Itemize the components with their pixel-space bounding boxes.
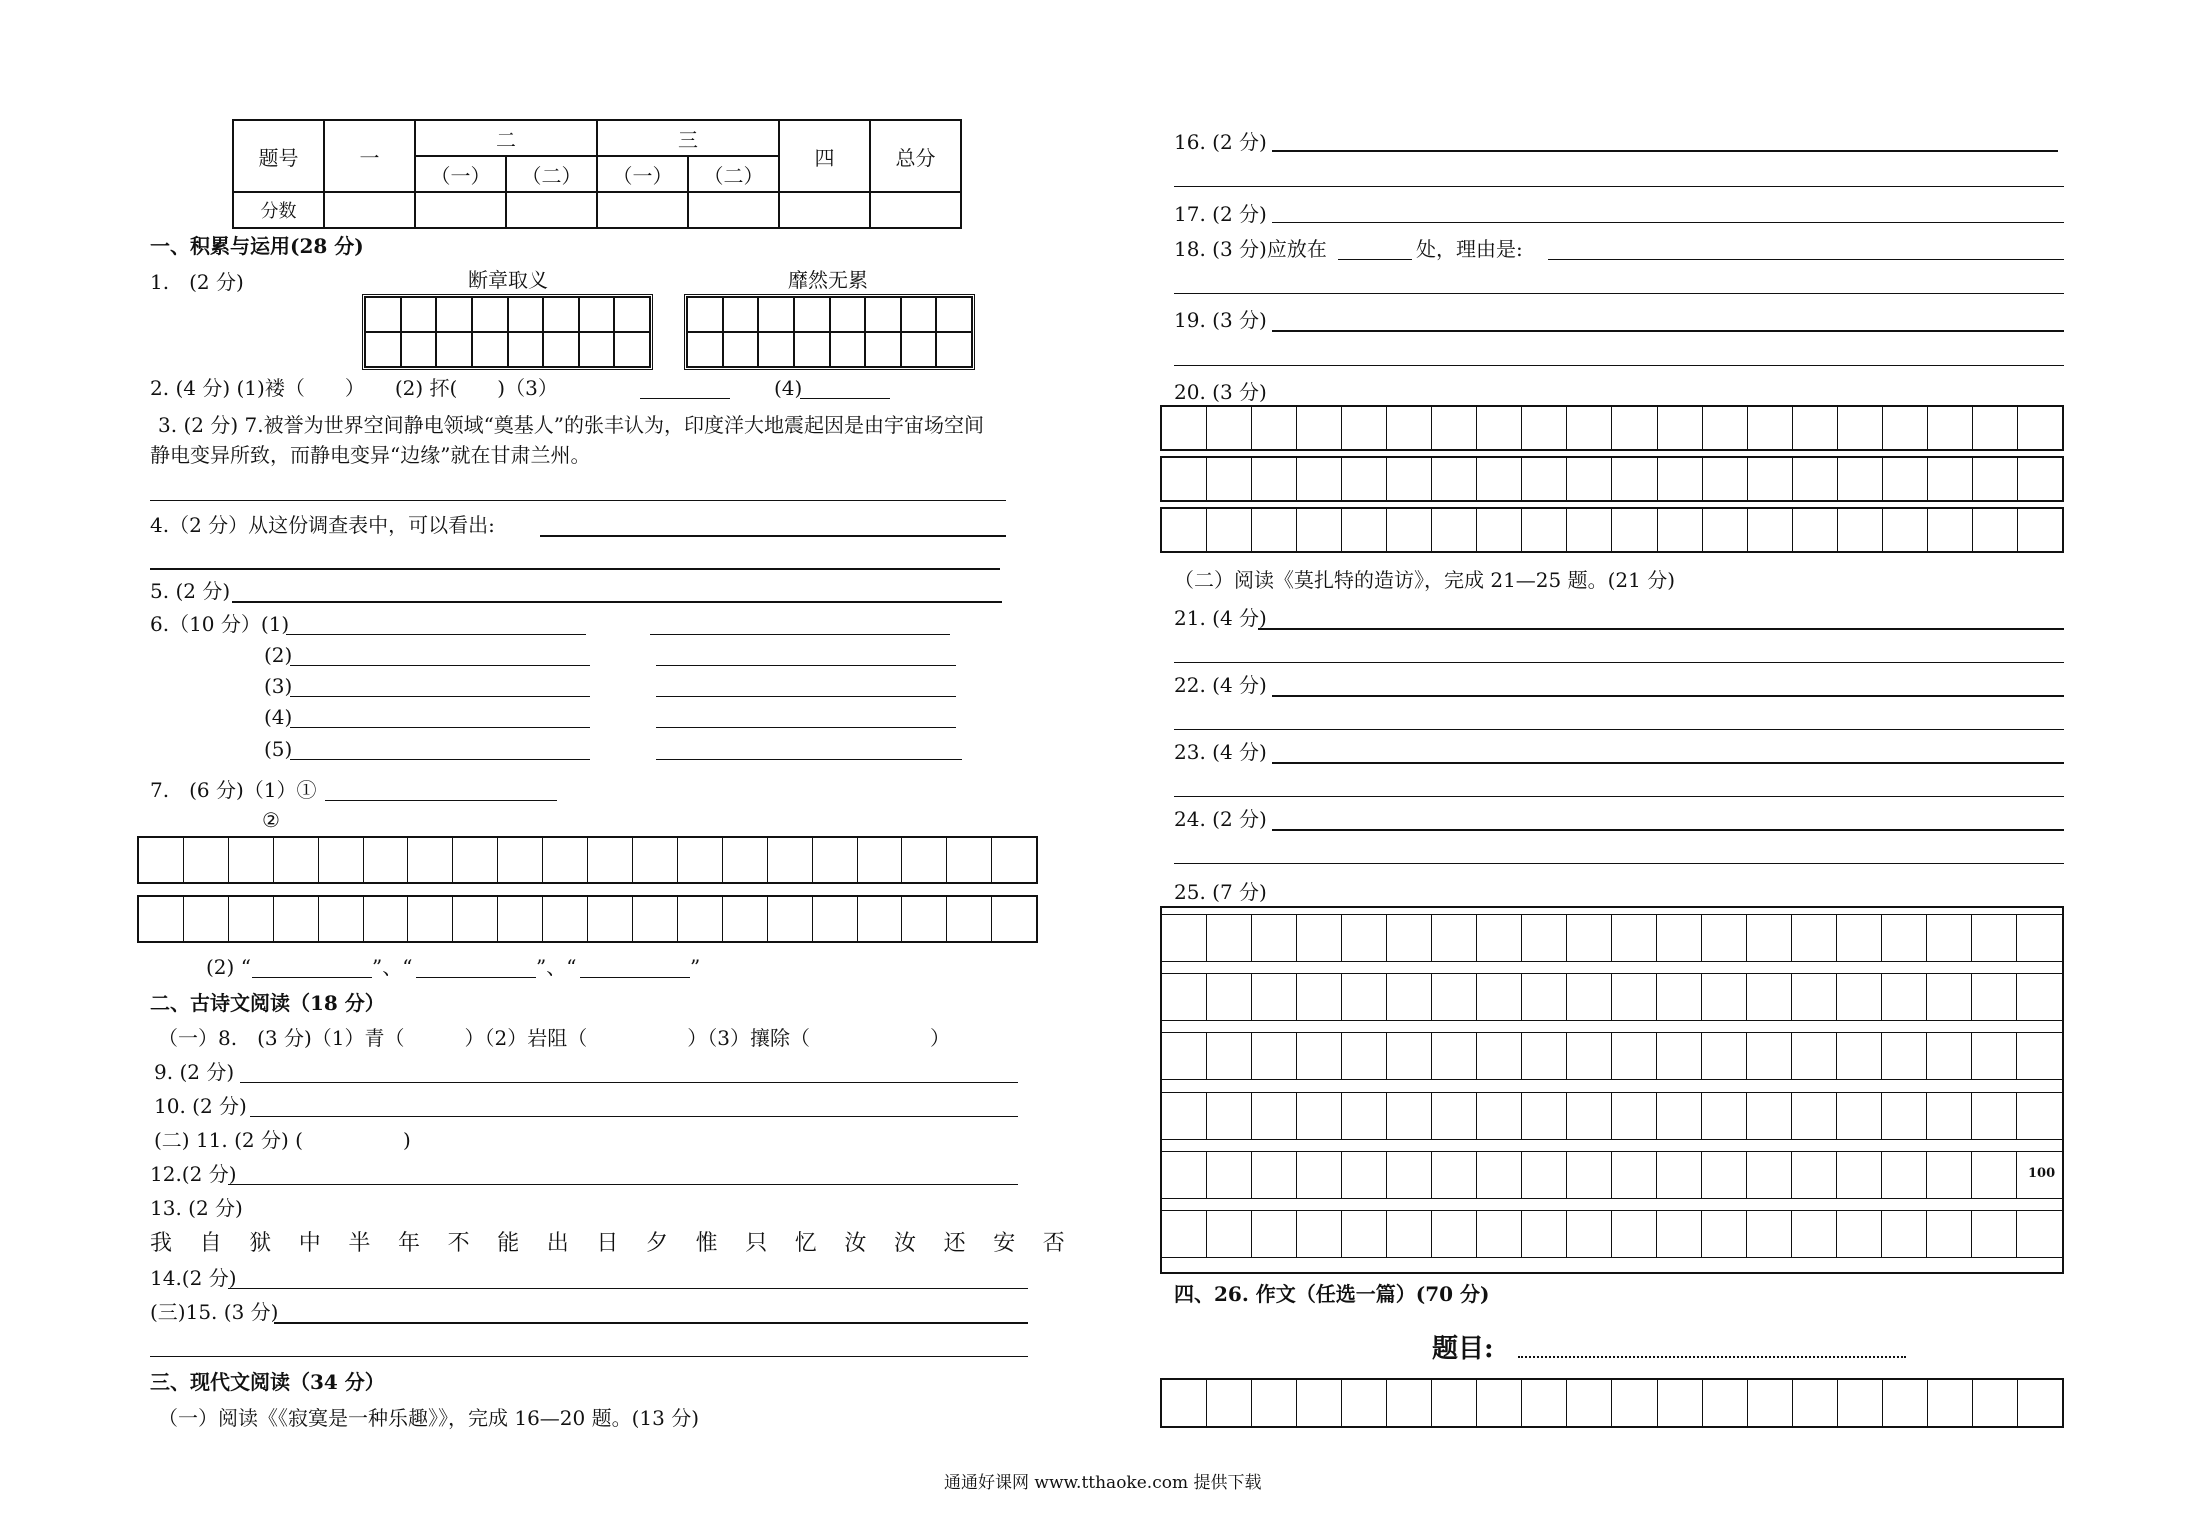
sub-header-cell: （二） <box>688 156 779 192</box>
q25-grid-cell[interactable] <box>1522 914 1567 962</box>
word-count-100: 100 <box>2028 1166 2056 1181</box>
q25-grid-cell[interactable] <box>1882 1032 1927 1080</box>
section-2-heading: 二、古诗文阅读（18 分） <box>150 991 385 1015</box>
q6-line-2a[interactable] <box>290 665 590 666</box>
q25-grid-cell[interactable] <box>1522 1092 1567 1140</box>
q25-grid-cell[interactable] <box>1252 1210 1297 1258</box>
q25-grid-cell[interactable] <box>1162 1210 1207 1258</box>
q25-grid-cell[interactable] <box>1972 1210 2017 1258</box>
q13-character[interactable]: 中 <box>298 1231 321 1256</box>
q25-grid-cell[interactable] <box>1657 1151 1702 1199</box>
q19-answer-line[interactable] <box>1272 330 2064 332</box>
q25-grid-cell[interactable] <box>1162 914 1207 962</box>
q7-2-blank-3[interactable] <box>580 977 690 978</box>
q25-grid-cell[interactable] <box>1252 1151 1297 1199</box>
q25-grid-cell[interactable] <box>1477 1092 1522 1140</box>
q25-grid-cell[interactable] <box>1297 914 1342 962</box>
q13-character[interactable]: 安 <box>993 1231 1016 1256</box>
q16-label: 16. (2 分) <box>1174 130 1267 154</box>
q25-grid-cell[interactable] <box>2017 914 2062 962</box>
q7-2-sep-2: ”、“ <box>536 955 577 979</box>
q25-grid-cell[interactable] <box>1747 1092 1792 1140</box>
q15-answer-line-2[interactable] <box>150 1356 1028 1357</box>
q25-grid-cell[interactable] <box>1702 1032 1747 1080</box>
q25-grid-cell[interactable] <box>1612 1092 1657 1140</box>
q25-grid-cell[interactable] <box>1432 1032 1477 1080</box>
reading-2-instruction: （二）阅读《莫扎特的造访》，完成 21—25 题。(21 分) <box>1174 568 1676 592</box>
q20-writing-grid-2[interactable] <box>1160 456 2064 502</box>
q15-answer-line[interactable] <box>274 1322 1028 1324</box>
q25-grid-cell[interactable] <box>1972 1151 2017 1199</box>
q13-character[interactable]: 汝 <box>894 1231 917 1256</box>
q17-answer-line[interactable] <box>1272 222 2064 223</box>
q13-character[interactable]: 否 <box>1042 1231 1065 1256</box>
q6-line-1b[interactable] <box>650 634 950 635</box>
q25-grid-cell[interactable] <box>2017 1092 2062 1140</box>
q25-grid-cell[interactable] <box>1792 1151 1837 1199</box>
q25-grid-cell[interactable] <box>2017 1032 2062 1080</box>
q25-grid-cell[interactable] <box>1522 1210 1567 1258</box>
q19-label: 19. (3 分) <box>1174 308 1267 332</box>
q10-answer-line[interactable] <box>250 1116 1018 1117</box>
score-cell[interactable] <box>779 192 870 228</box>
q25-grid-cell[interactable] <box>1342 1210 1387 1258</box>
q7-writing-grid-2[interactable] <box>137 895 1038 943</box>
q25-grid-cell[interactable] <box>1432 1092 1477 1140</box>
q13-character[interactable]: 忆 <box>794 1231 817 1256</box>
q25-grid-cell[interactable] <box>1477 914 1522 962</box>
q7-2-blank-2[interactable] <box>416 977 536 978</box>
q25-grid-cell[interactable] <box>1657 914 1702 962</box>
q25-grid-cell[interactable] <box>1432 973 1477 1021</box>
q1-pinyin-grid-2[interactable] <box>684 294 975 370</box>
q13-character[interactable]: 还 <box>943 1231 966 1256</box>
q25-grid-cell[interactable] <box>1792 1210 1837 1258</box>
section-4-heading: 四、26. 作文（任选一篇）(70 分) <box>1174 1282 1490 1306</box>
q25-grid-cell[interactable] <box>1387 1151 1432 1199</box>
q25-grid-cell[interactable] <box>1882 973 1927 1021</box>
q16-answer-line[interactable] <box>1272 150 2058 152</box>
q4-answer-line-2[interactable] <box>150 568 1000 570</box>
q25-grid-cell[interactable] <box>1252 914 1297 962</box>
q25-grid-cell[interactable] <box>1252 1092 1297 1140</box>
header-cell: 四 <box>779 120 870 192</box>
q13-character[interactable]: 年 <box>398 1231 421 1256</box>
q25-grid-cell[interactable] <box>1387 1092 1432 1140</box>
q22-answer-line[interactable] <box>1272 695 2064 697</box>
q25-grid-cell[interactable] <box>1702 1210 1747 1258</box>
q25-grid-cell[interactable] <box>1702 914 1747 962</box>
q25-grid-cell[interactable] <box>1792 1032 1837 1080</box>
q25-grid-cell[interactable] <box>1747 1032 1792 1080</box>
q6-line-2b[interactable] <box>656 665 956 666</box>
q6-line-1a[interactable] <box>286 634 586 635</box>
q21-label: 21. (4 分) <box>1174 606 1267 630</box>
q25-grid-cell[interactable] <box>1297 1092 1342 1140</box>
q6-line-3b[interactable] <box>656 696 956 697</box>
essay-title-label: 题目: <box>1432 1334 1494 1364</box>
q2-label: 2. (4 分) (1)褛（ ） (2) 抔( )（3） <box>150 376 558 400</box>
q25-grid-cell[interactable] <box>1252 1032 1297 1080</box>
q18-reason-label: 处，理由是: <box>1416 237 1523 261</box>
header-cell: 一 <box>324 120 415 192</box>
sub-header-cell: （二） <box>506 156 597 192</box>
q25-grid-cell[interactable] <box>1612 973 1657 1021</box>
q25-grid-cell[interactable] <box>1567 1210 1612 1258</box>
q25-grid-cell[interactable] <box>1207 973 1252 1021</box>
footer-credit: 通通好课网 www.tthaoke.com 提供下载 <box>944 1473 1262 1493</box>
q25-grid-cell[interactable] <box>1747 1210 1792 1258</box>
q25-grid-cell[interactable] <box>2017 973 2062 1021</box>
q21-answer-line[interactable] <box>1258 628 2064 630</box>
q25-grid-cell[interactable] <box>1567 914 1612 962</box>
q25-grid-cell[interactable] <box>1612 914 1657 962</box>
q25-grid-cell[interactable] <box>1927 1151 1972 1199</box>
q25-grid-cell[interactable] <box>1972 973 2017 1021</box>
q25-grid-cell[interactable] <box>1792 973 1837 1021</box>
header-cell: 题号 <box>233 120 324 192</box>
q6-line-4a[interactable] <box>290 727 590 728</box>
q25-grid-cell[interactable] <box>1747 914 1792 962</box>
q7-2-sep-1: ”、“ <box>372 955 413 979</box>
q7-writing-grid-1[interactable] <box>137 836 1038 884</box>
q25-grid-cell[interactable] <box>1297 973 1342 1021</box>
q5-answer-line[interactable] <box>232 601 1002 603</box>
q4-answer-line[interactable] <box>540 535 1006 537</box>
q18-answer-line-2[interactable] <box>1174 293 2064 294</box>
q25-grid-cell[interactable] <box>2017 1210 2062 1258</box>
q8-text: （一）8. (3 分)（1）青（ ）（2）岩阻（ ）（3）攘除（ ） <box>158 1026 950 1050</box>
q13-character[interactable]: 出 <box>546 1231 569 1256</box>
q10-label: 10. (2 分) <box>154 1094 247 1118</box>
q13-character[interactable]: 惟 <box>695 1231 718 1256</box>
q22-label: 22. (4 分) <box>1174 673 1267 697</box>
q25-grid-cell[interactable] <box>1927 1092 1972 1140</box>
q25-grid-cell[interactable] <box>1477 1210 1522 1258</box>
q25-grid-cell[interactable] <box>1837 1032 1882 1080</box>
q6-label-3: (3) <box>264 674 293 698</box>
q25-grid-cell[interactable] <box>1342 1092 1387 1140</box>
q6-line-5b[interactable] <box>656 759 962 760</box>
score-cell[interactable] <box>688 192 779 228</box>
q16-answer-line-2[interactable] <box>1174 186 2064 187</box>
q19-answer-line-2[interactable] <box>1174 365 2064 366</box>
q25-grid-cell[interactable] <box>1657 1092 1702 1140</box>
q25-grid-cell[interactable] <box>1567 1032 1612 1080</box>
q25-grid-cell[interactable] <box>1657 973 1702 1021</box>
q15-label: (三)15. (3 分) <box>150 1300 279 1324</box>
q13-character[interactable]: 夕 <box>646 1231 669 1256</box>
q25-grid-cell[interactable] <box>1792 1092 1837 1140</box>
q25-grid-cell[interactable] <box>1657 1210 1702 1258</box>
q18-position-blank[interactable] <box>1338 259 1412 260</box>
score-table <box>232 119 962 229</box>
q25-grid-cell[interactable] <box>1972 1092 2017 1140</box>
q5-label: 5. (2 分) <box>150 579 231 603</box>
score-cell[interactable] <box>415 192 506 228</box>
q25-grid-cell[interactable] <box>1297 1151 1342 1199</box>
q12-label: 12.(2 分) <box>150 1162 237 1186</box>
q13-character[interactable]: 自 <box>199 1231 222 1256</box>
q25-grid-cell[interactable] <box>1837 1151 1882 1199</box>
q13-character[interactable]: 日 <box>596 1231 619 1256</box>
q25-grid-cell[interactable] <box>1432 1151 1477 1199</box>
q25-grid-cell[interactable] <box>1792 914 1837 962</box>
q25-writing-grid[interactable] <box>1160 906 2064 1274</box>
q20-writing-grid-3[interactable] <box>1160 507 2064 553</box>
q25-grid-cell[interactable] <box>1837 914 1882 962</box>
q3-answer-line[interactable] <box>150 500 1006 501</box>
q25-grid-cell[interactable] <box>1162 973 1207 1021</box>
q25-grid-cell[interactable] <box>1387 914 1432 962</box>
header-cell: 二 <box>415 120 597 156</box>
essay-writing-grid[interactable] <box>1160 1378 2064 1428</box>
q25-grid-cell[interactable] <box>1162 1092 1207 1140</box>
q6-line-5a[interactable] <box>290 759 590 760</box>
q1-word1: 断章取义 <box>468 268 548 292</box>
sub-header-cell: （一） <box>415 156 506 192</box>
q25-grid-cell[interactable] <box>1927 1210 1972 1258</box>
q25-grid-cell[interactable] <box>1837 1092 1882 1140</box>
q25-grid-cell[interactable] <box>1522 973 1567 1021</box>
q23-answer-line-2[interactable] <box>1174 796 2064 797</box>
q25-grid-cell[interactable] <box>1342 1032 1387 1080</box>
q25-grid-cell[interactable] <box>1207 1092 1252 1140</box>
q7-answer-line-1[interactable] <box>325 800 557 801</box>
score-label: 分数 <box>233 192 324 228</box>
q7-label: 7. (6 分)（1）① <box>150 778 317 802</box>
q13-character[interactable]: 能 <box>497 1231 520 1256</box>
header-cell: 三 <box>597 120 779 156</box>
q25-grid-cell[interactable] <box>1882 1210 1927 1258</box>
q25-grid-cell[interactable] <box>1477 1151 1522 1199</box>
q23-label: 23. (4 分) <box>1174 740 1267 764</box>
q13-character[interactable]: 我 <box>150 1231 173 1256</box>
q25-grid-cell[interactable] <box>1612 1151 1657 1199</box>
q3-text: 3. (2 分) 7.被誉为世界空间静电领域“奠基人”的张丰认为，印度洋大地震起因是由宇宙场空间 <box>158 413 985 437</box>
q25-grid-cell[interactable] <box>1342 1151 1387 1199</box>
q25-grid-cell[interactable] <box>1207 1210 1252 1258</box>
q25-grid-cell[interactable] <box>1477 1032 1522 1080</box>
q25-grid-cell[interactable] <box>1387 1210 1432 1258</box>
q25-grid-cell[interactable] <box>1972 1032 2017 1080</box>
q23-answer-line[interactable] <box>1272 762 2064 764</box>
q13-character-row <box>150 1232 1090 1258</box>
q25-grid-cell[interactable] <box>1882 1092 1927 1140</box>
q1-word2: 靡然无累 <box>788 268 868 292</box>
q24-answer-line[interactable] <box>1272 829 2064 831</box>
q25-grid-cell[interactable] <box>1207 914 1252 962</box>
q24-answer-line-2[interactable] <box>1174 863 2064 864</box>
q6-label: 6.（10 分）(1) <box>150 612 290 636</box>
q14-label: 14.(2 分) <box>150 1266 237 1290</box>
q25-grid-cell[interactable] <box>1972 914 2017 962</box>
q6-label-4: (4) <box>264 705 293 729</box>
q25-grid-cell[interactable] <box>1567 973 1612 1021</box>
q25-grid-cell[interactable] <box>1612 1210 1657 1258</box>
q25-grid-cell[interactable] <box>1387 1032 1432 1080</box>
q13-character[interactable]: 只 <box>745 1231 768 1256</box>
q25-grid-cell[interactable] <box>1747 1151 1792 1199</box>
q20-label: 20. (3 分) <box>1174 380 1267 404</box>
q25-grid-cell[interactable] <box>1477 973 1522 1021</box>
q7-label-b: ② <box>262 808 280 832</box>
q25-grid-cell[interactable] <box>1522 1032 1567 1080</box>
score-cell[interactable] <box>870 192 961 228</box>
q9-answer-line[interactable] <box>240 1082 1018 1083</box>
q25-grid-cell[interactable] <box>1837 1210 1882 1258</box>
q6-line-4b[interactable] <box>656 727 956 728</box>
score-cell[interactable] <box>506 192 597 228</box>
q6-label-5: (5) <box>264 737 293 761</box>
q25-grid-cell[interactable] <box>1702 973 1747 1021</box>
q4-label: 4.（2 分）从这份调查表中，可以看出: <box>150 513 495 537</box>
q25-grid-cell[interactable] <box>1207 1151 1252 1199</box>
q1-label: 1. (2 分) <box>150 270 244 294</box>
reading-1-instruction: （一）阅读《《寂寞是一种乐趣》》，完成 16—20 题。(13 分) <box>158 1406 700 1430</box>
q3-text-2: 静电变异所致，而静电变异“边缘”就在甘肃兰州。 <box>150 443 591 467</box>
q18-label: 18. (3 分)应放在 <box>1174 237 1327 261</box>
q25-grid-cell[interactable] <box>1927 973 1972 1021</box>
q25-grid-cell[interactable] <box>1297 1210 1342 1258</box>
q13-character[interactable]: 汝 <box>844 1231 867 1256</box>
q11-text: (二) 11. (2 分) ( ) <box>154 1128 411 1152</box>
q6-line-3a[interactable] <box>290 696 590 697</box>
q7-2-blank-1[interactable] <box>252 977 372 978</box>
q25-grid-cell[interactable] <box>1567 1092 1612 1140</box>
q20-writing-grid-1[interactable] <box>1160 405 2064 451</box>
q17-label: 17. (2 分) <box>1174 202 1267 226</box>
q25-grid-cell[interactable] <box>1387 973 1432 1021</box>
q25-grid-cell[interactable] <box>1882 914 1927 962</box>
q25-grid-cell[interactable] <box>1432 1210 1477 1258</box>
q25-grid-cell[interactable] <box>1837 973 1882 1021</box>
q25-grid-cell[interactable] <box>1927 914 1972 962</box>
q21-answer-line-2[interactable] <box>1174 662 2064 663</box>
q25-label: 25. (7 分) <box>1174 880 1267 904</box>
q13-character[interactable]: 狱 <box>249 1231 272 1256</box>
q13-character[interactable]: 不 <box>447 1231 470 1256</box>
q25-grid-cell[interactable] <box>1432 914 1477 962</box>
score-cell[interactable] <box>597 192 688 228</box>
q25-grid-cell[interactable] <box>1252 973 1297 1021</box>
q2-label-4: (4) <box>774 376 803 400</box>
q25-grid-cell[interactable] <box>1567 1151 1612 1199</box>
q22-answer-line-2[interactable] <box>1174 729 2064 730</box>
q18-answer-line[interactable] <box>1548 259 2064 260</box>
q2-answer-line-3[interactable] <box>640 398 730 399</box>
q2-answer-line-4[interactable] <box>800 398 890 399</box>
q1-pinyin-grid-1[interactable] <box>362 294 653 370</box>
essay-title-line[interactable] <box>1518 1356 1906 1358</box>
section-1-heading: 一、积累与运用(28 分) <box>150 234 364 258</box>
q7-2-end: ” <box>690 955 701 979</box>
q7-2-label: (2) “ <box>206 955 251 979</box>
q25-grid-cell[interactable] <box>1342 914 1387 962</box>
q25-grid-cell[interactable] <box>1162 1032 1207 1080</box>
q6-label-2: (2) <box>264 643 293 667</box>
q25-grid-cell[interactable] <box>1747 973 1792 1021</box>
q13-label: 13. (2 分) <box>150 1196 243 1220</box>
q14-answer-line[interactable] <box>228 1288 1028 1289</box>
q24-label: 24. (2 分) <box>1174 807 1267 831</box>
score-cell[interactable] <box>324 192 415 228</box>
q25-grid-cell[interactable] <box>1522 1151 1567 1199</box>
q25-grid-cell[interactable] <box>1702 1151 1747 1199</box>
header-cell: 总分 <box>870 120 961 192</box>
q25-grid-cell[interactable] <box>1882 1151 1927 1199</box>
q12-answer-line[interactable] <box>228 1184 1018 1185</box>
q13-character[interactable]: 半 <box>348 1231 371 1256</box>
q25-grid-cell[interactable] <box>1657 1032 1702 1080</box>
section-3-heading: 三、现代文阅读（34 分） <box>150 1370 385 1394</box>
q25-grid-cell[interactable] <box>1207 1032 1252 1080</box>
sub-header-cell: （一） <box>597 156 688 192</box>
q9-label: 9. (2 分) <box>154 1060 235 1084</box>
q25-grid-cell[interactable] <box>1342 973 1387 1021</box>
q25-grid-cell[interactable] <box>1927 1032 1972 1080</box>
q25-grid-cell[interactable] <box>1612 1032 1657 1080</box>
q25-grid-cell[interactable] <box>1297 1032 1342 1080</box>
q25-grid-cell[interactable] <box>1702 1092 1747 1140</box>
q25-grid-cell[interactable] <box>1162 1151 1207 1199</box>
